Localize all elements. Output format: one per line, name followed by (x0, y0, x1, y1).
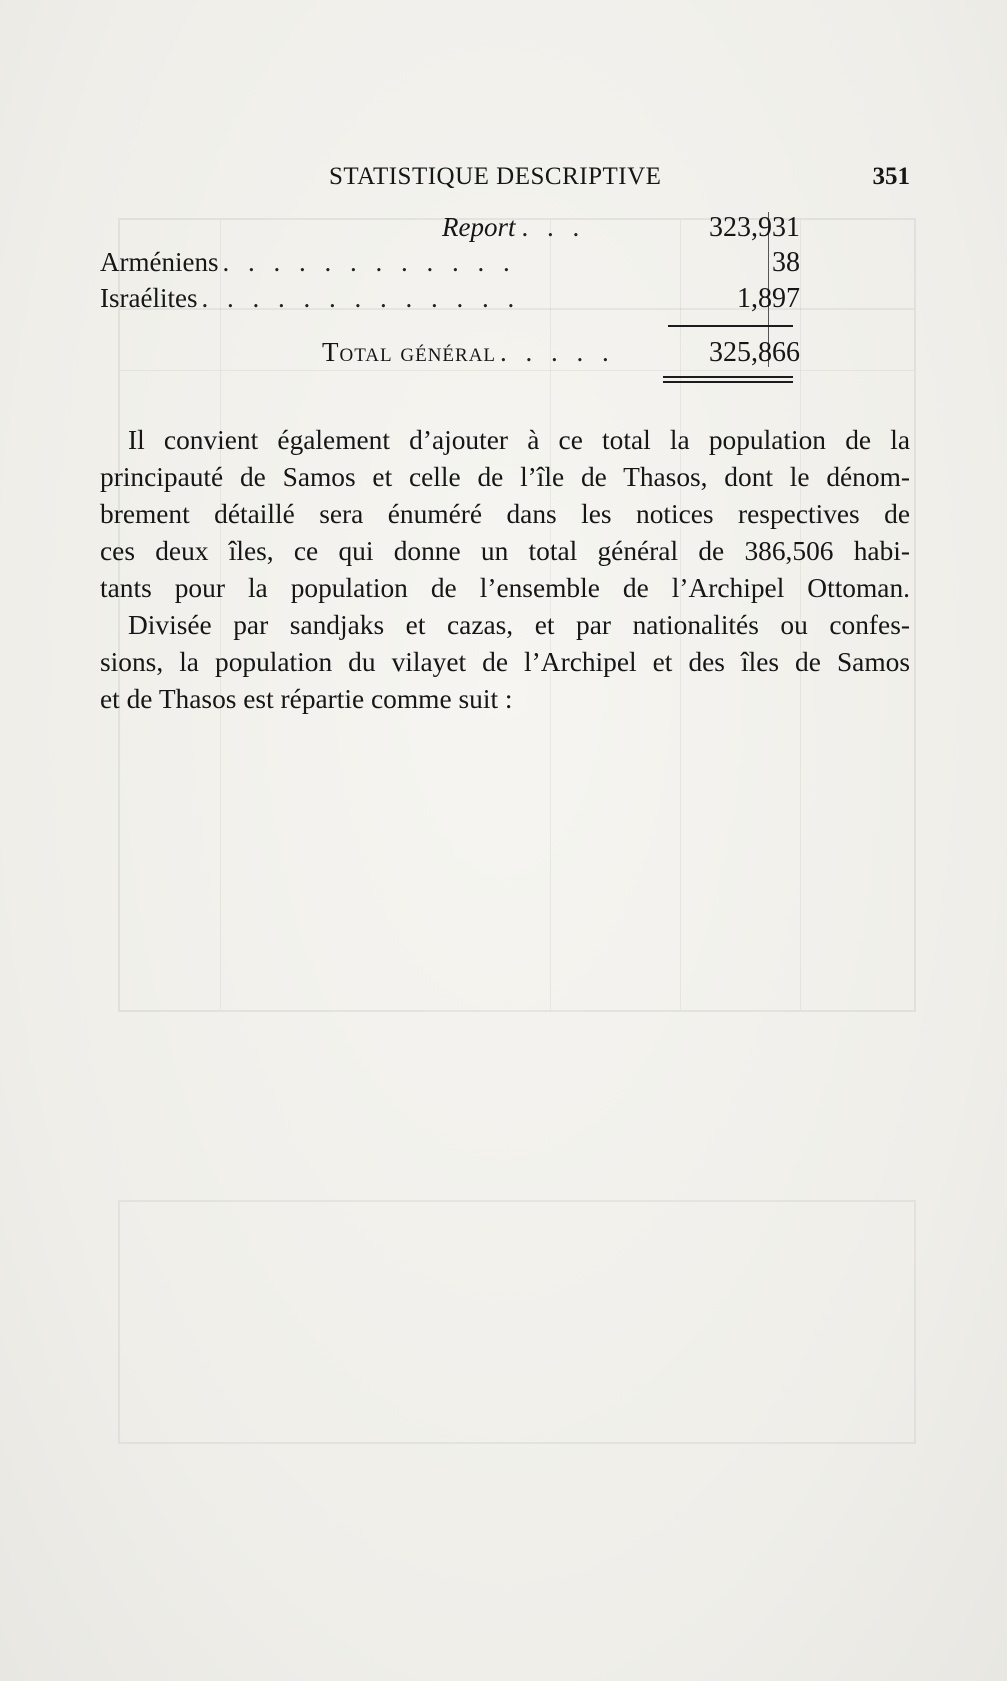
total-double-rule-bottom (663, 381, 793, 383)
text-line: Divisée par sandjaks et cazas, et par nationalités ou confes- (128, 610, 910, 640)
tally-row-report (100, 212, 800, 248)
report-value: 323,931 (709, 212, 800, 243)
paragraph-division (100, 607, 910, 718)
text-line: brement détaillé sera énuméré dans les notices respectives de (100, 499, 910, 529)
text-line: principauté de Samos et celle de l’île de Thasos, dont le dénom- (100, 462, 910, 492)
bleed-through-table-lower (118, 1200, 916, 1444)
running-head: STATISTIQUE DESCRIPTIVE (329, 163, 662, 190)
tally-row-label: Israélites (100, 283, 198, 313)
sum-rule (668, 325, 793, 327)
total-label: Total général (322, 337, 497, 367)
total-double-rule-top (663, 376, 793, 378)
tally-row-dots: . . . . . . . . . . . . . (201, 283, 521, 313)
total-value: 325,866 (709, 337, 800, 368)
total-dots: . . . . . (500, 337, 615, 367)
page-header (100, 163, 910, 195)
text-line: sions, la population du vilayet de l’Archipel et des îles de Samos (100, 647, 910, 677)
text-line: tants pour la population de l’ensemble de l’Archipel Ottoman. (100, 573, 910, 603)
tally-row-total (100, 337, 800, 373)
report-dots: . . . (521, 212, 586, 242)
tally-row-armeniens (100, 247, 800, 283)
paragraph-total-population (100, 422, 910, 607)
text-line: ces deux îles, ce qui donne un total général de 386,506 habi- (100, 536, 910, 566)
tally-row-value: 38 (772, 247, 800, 278)
tally-row-value: 1,897 (737, 283, 800, 314)
report-label: Report (442, 212, 516, 242)
page-number: 351 (872, 163, 910, 190)
tally-row-label: Arméniens (100, 247, 219, 277)
text-line: et de Thasos est répartie comme suit : (100, 684, 513, 714)
tally-row-israelites (100, 283, 800, 319)
tally-row-dots: . . . . . . . . . . . . (222, 247, 516, 277)
text-line: Il convient également d’ajouter à ce total la population de la (128, 425, 910, 455)
